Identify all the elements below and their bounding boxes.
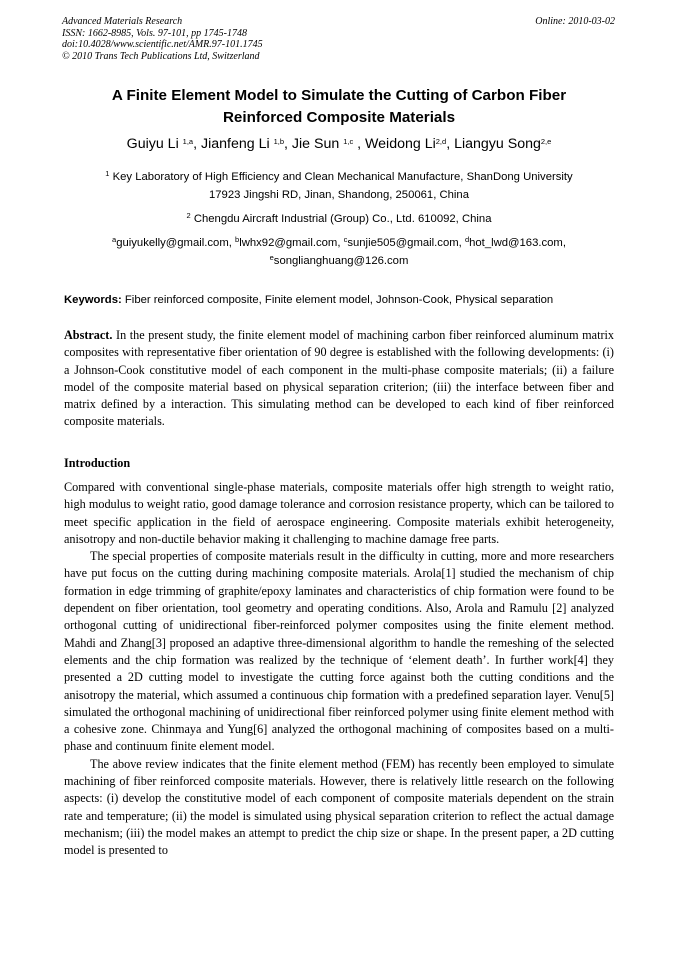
- affiliation-1: [64, 168, 614, 204]
- issn-line: ISSN: 1662-8985, Vols. 97-101, pp 1745-1748: [62, 27, 247, 39]
- paper-title: [64, 85, 614, 129]
- email-address[interactable]: hot_lwd@163.com: [469, 237, 563, 249]
- email-separator: ,: [458, 237, 465, 249]
- email-address[interactable]: lwhx92@gmail.com: [239, 237, 338, 249]
- author-name: Jie Sun: [291, 136, 340, 152]
- abstract-label: Abstract.: [64, 328, 113, 342]
- email-separator: ,: [562, 237, 566, 249]
- paragraph: The above review indicates that the finite element method (FEM) has recently been employed to simulate machining of fiber reinforced composite materials. However, there is relatively little research on the following aspects: (i) develop the constitutive model of each component of composite materials dependent on the strain rate and temperature; (ii) the model is simulated using physical separation criterion to reflect the actual damage mechanism; (iii) the model makes an attempt to predict the chip size or shape. In the present paper, a 2D cutting model is presented to: [64, 756, 614, 858]
- email-mark: d: [464, 234, 470, 244]
- author-separator: ,: [284, 136, 292, 152]
- abstract-text: In the present study, the finite element model of machining carbon fiber reinforced aluminum matrix composites with representative fiber orientation of 90 degree is established with the following developments: (i) a Johnson-Cook constitutive model of each component in the multi-phase composite materials; (ii) a failure model of the composite material based on physical separation criterion; (iii) the interface between fiber and matrix defined by a interaction. This simulating method can be developed to each kind of fiber reinforced composite materials.: [64, 328, 614, 429]
- journal-header: [62, 16, 263, 62]
- author-affiliation-mark: 1,c: [343, 136, 354, 146]
- keywords-label: Keywords:: [64, 294, 122, 306]
- author: [201, 136, 284, 152]
- author-affiliation-mark: 2,d: [435, 136, 447, 146]
- abstract: [64, 327, 614, 431]
- email-mark: b: [235, 234, 240, 244]
- email-separator: ,: [337, 237, 344, 249]
- title-line-2: Reinforced Composite Materials: [222, 109, 456, 126]
- author: [454, 136, 551, 152]
- section-heading-introduction: Introduction: [64, 456, 131, 470]
- author: [127, 136, 193, 152]
- journal-name: Advanced Materials Research: [62, 16, 183, 27]
- email-mark: a: [112, 234, 117, 244]
- author-name: Guiyu Li: [126, 136, 179, 152]
- author: [292, 136, 353, 152]
- affiliation-number: 2: [186, 210, 191, 220]
- author-name: Liangyu Song: [454, 136, 541, 152]
- email-address[interactable]: sunjie505@gmail.com: [347, 237, 459, 249]
- author-list: [64, 134, 614, 154]
- paragraph: Compared with conventional single-phase materials, composite materials offer high strength to weight ratio, high modulus to weight ratio, good damage tolerance and corrosion resistance property, which can be tailored to meet specific application in the field of aerospace engineering. Composite materials exhibit heterogeneity, anisotropy and non-ductile behavior making it challenging to machine damage free parts.: [64, 480, 614, 546]
- title-line-1: A Finite Element Model to Simulate the Cutting of Carbon Fiber: [111, 87, 567, 104]
- paragraph: The special properties of composite materials result in the difficulty in cutting, more and more researchers have put focus on the cutting during machining composite materials. Arola[1] studied the mechanism of chip formation in edge trimming of graphite/epoxy laminates and characteristics of chip formation were found to be dependent on fiber orientation, tool geometry and operating conditions. Also, Arola and Ramulu [2] analyzed orthogonal cutting of unidirectional fiber-reinforced polymer composites using the finite element method. Mahdi and Zhang[3] proposed an adaptive three-dimensional algorithm to handle the remeshing of the selected elements and the chip formation was realized by the technique of ‘element death’. In further work[4] they presented a 2D cutting model to investigate the cutting force against both the cutting conditions and the anisotropy the material, which assumed a continuous chip formation with a predefined separation layer. Venu[5] simulated the orthogonal machining of unidirectional fiber reinforced polymer using finite element method with a cohesive zone. Chinmaya and Yung[6] analyzed the orthogonal machining of composites based on a multi-phase and continuum finite element model.: [64, 549, 614, 754]
- copyright-line: © 2010 Trans Tech Publications Ltd, Switzerland: [62, 50, 260, 62]
- online-date: Online: 2010-03-02: [535, 16, 615, 27]
- keywords: [64, 292, 614, 308]
- introduction-body: [64, 479, 614, 860]
- email-separator: ,: [228, 237, 236, 249]
- author-name: Jianfeng Li: [201, 136, 270, 152]
- affiliation-1-line-2: 17923 Jingshi RD, Jinan, Shandong, 250061, China: [208, 189, 470, 201]
- author-name: Weidong Li: [365, 136, 436, 152]
- affiliation-number: 1: [105, 168, 110, 178]
- affiliation-2: [64, 210, 614, 228]
- email-mark: e: [269, 252, 274, 262]
- affiliation-2-line-1: Chengdu Aircraft Industrial (Group) Co., Ltd. 610092, China: [193, 213, 492, 225]
- author-affiliation-mark: 1,b: [273, 136, 285, 146]
- author: [365, 136, 446, 152]
- author-separator: ,: [353, 136, 366, 152]
- email-address[interactable]: songlianghuang@126.com: [273, 255, 409, 267]
- email-mark: c: [343, 234, 348, 244]
- email-list: [64, 234, 614, 270]
- author-separator: ,: [193, 136, 201, 152]
- keywords-text: Fiber reinforced composite, Finite element model, Johnson-Cook, Physical separation: [121, 294, 554, 306]
- email-address[interactable]: guiyukelly@gmail.com: [116, 237, 229, 249]
- author-affiliation-mark: 2,e: [540, 136, 552, 146]
- author-separator: ,: [446, 136, 455, 152]
- doi-line[interactable]: doi:10.4028/www.scientific.net/AMR.97-101.1745: [62, 39, 263, 51]
- affiliation-1-line-1: Key Laboratory of High Efficiency and Clean Mechanical Manufacture, ShanDong University: [112, 171, 573, 183]
- author-affiliation-mark: 1,a: [182, 136, 194, 146]
